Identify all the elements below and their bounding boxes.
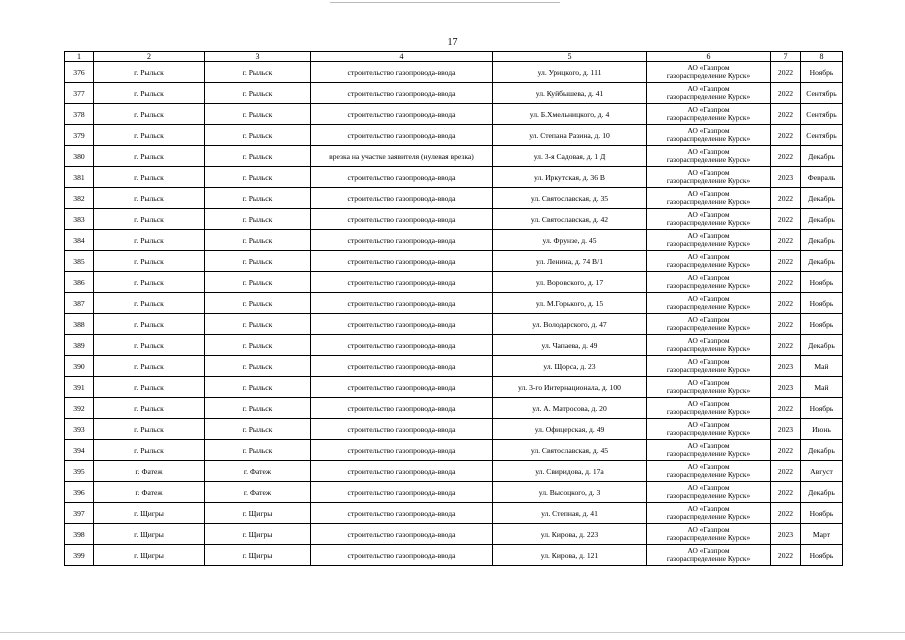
table-row xyxy=(65,251,843,272)
organization-line-1: АО «Газпром xyxy=(687,230,730,240)
table-row xyxy=(65,104,843,125)
district-cell: г. Фатеж xyxy=(94,482,205,503)
organization-line-2: газораспределение Курск» xyxy=(666,155,751,164)
organization-line-2: газораспределение Курск» xyxy=(666,365,751,374)
organization-line-1: АО «Газпром xyxy=(687,482,730,492)
district-cell: г. Рыльск xyxy=(94,230,205,251)
address-cell: ул. Фрунзе, д. 45 xyxy=(493,230,647,251)
address-cell: ул. А. Матросова, д. 20 xyxy=(493,398,647,419)
organization-cell xyxy=(647,272,771,293)
locality-cell: г. Щигры xyxy=(205,503,311,524)
organization-line-1: АО «Газпром xyxy=(687,377,730,387)
table-row xyxy=(65,314,843,335)
address-cell: ул. Святославская, д. 42 xyxy=(493,209,647,230)
district-cell: г. Рыльск xyxy=(94,377,205,398)
month-cell: Февраль xyxy=(801,167,843,188)
organization-cell xyxy=(647,209,771,230)
address-cell: ул. Б.Хмельницкого, д. 4 xyxy=(493,104,647,125)
year-cell: 2022 xyxy=(771,545,801,566)
locality-cell: г. Фатеж xyxy=(205,461,311,482)
table-row xyxy=(65,377,843,398)
address-cell: ул. Кирова, д. 121 xyxy=(493,545,647,566)
work-type-cell: строительство газопровода-ввода xyxy=(311,125,493,146)
row-number-cell: 393 xyxy=(65,419,94,440)
month-cell: Ноябрь xyxy=(801,293,843,314)
organization-line-2: газораспределение Курск» xyxy=(666,281,751,290)
organization-line-1: АО «Газпром xyxy=(687,167,730,177)
organization-line-2: газораспределение Курск» xyxy=(666,512,751,521)
table-body xyxy=(65,52,843,566)
month-cell: Ноябрь xyxy=(801,503,843,524)
address-cell: ул. Воровского, д. 17 xyxy=(493,272,647,293)
page-number: 17 xyxy=(447,37,458,48)
row-number-cell: 378 xyxy=(65,104,94,125)
work-type-cell: строительство газопровода-ввода xyxy=(311,545,493,566)
organization-line-1: АО «Газпром xyxy=(687,104,730,114)
work-type-cell: строительство газопровода-ввода xyxy=(311,503,493,524)
work-type-cell: строительство газопровода-ввода xyxy=(311,251,493,272)
work-type-cell: строительство газопровода-ввода xyxy=(311,272,493,293)
work-type-cell: строительство газопровода-ввода xyxy=(311,293,493,314)
locality-cell: г. Рыльск xyxy=(205,356,311,377)
year-cell: 2022 xyxy=(771,209,801,230)
district-cell: г. Рыльск xyxy=(94,104,205,125)
locality-cell: г. Рыльск xyxy=(205,125,311,146)
organization-cell xyxy=(647,503,771,524)
year-cell: 2022 xyxy=(771,188,801,209)
row-number-cell: 382 xyxy=(65,188,94,209)
organization-cell xyxy=(647,167,771,188)
work-type-cell: строительство газопровода-ввода xyxy=(311,104,493,125)
organization-line-2: газораспределение Курск» xyxy=(666,533,751,542)
organization-line-2: газораспределение Курск» xyxy=(666,197,751,206)
address-cell: ул. 3-го Интернационала, д. 100 xyxy=(493,377,647,398)
organization-line-2: газораспределение Курск» xyxy=(666,554,751,563)
scan-top-edge-line xyxy=(330,2,560,3)
organization-line-2: газораспределение Курск» xyxy=(666,407,751,416)
district-cell: г. Рыльск xyxy=(94,293,205,314)
district-cell: г. Рыльск xyxy=(94,83,205,104)
year-cell: 2022 xyxy=(771,398,801,419)
organization-line-1: АО «Газпром xyxy=(687,83,730,93)
work-type-cell: врезка на участке заявителя (нулевая врезка) xyxy=(311,146,493,167)
organization-line-1: АО «Газпром xyxy=(687,524,730,534)
year-cell: 2023 xyxy=(771,377,801,398)
address-cell: ул. Ленина, д. 74 В/1 xyxy=(493,251,647,272)
table-row xyxy=(65,440,843,461)
table-row xyxy=(65,146,843,167)
organization-line-1: АО «Газпром xyxy=(687,293,730,303)
organization-line-1: АО «Газпром xyxy=(687,503,730,513)
locality-cell: г. Рыльск xyxy=(205,146,311,167)
organization-line-1: АО «Газпром xyxy=(687,209,730,219)
column-number: 1 xyxy=(65,52,94,62)
organization-cell xyxy=(647,146,771,167)
address-cell: ул. 3-я Садовая, д. 1 Д xyxy=(493,146,647,167)
table-row xyxy=(65,419,843,440)
address-cell: ул. Святославская, д. 35 xyxy=(493,188,647,209)
month-cell: Декабрь xyxy=(801,188,843,209)
organization-line-2: газораспределение Курск» xyxy=(666,323,751,332)
scan-bottom-edge-line xyxy=(0,632,905,633)
year-cell: 2022 xyxy=(771,461,801,482)
work-type-cell: строительство газопровода-ввода xyxy=(311,62,493,83)
locality-cell: г. Рыльск xyxy=(205,440,311,461)
organization-cell xyxy=(647,83,771,104)
month-cell: Декабрь xyxy=(801,209,843,230)
locality-cell: г. Фатеж xyxy=(205,482,311,503)
district-cell: г. Щигры xyxy=(94,545,205,566)
district-cell: г. Рыльск xyxy=(94,272,205,293)
row-number-cell: 396 xyxy=(65,482,94,503)
year-cell: 2022 xyxy=(771,482,801,503)
address-cell: ул. М.Горького, д. 15 xyxy=(493,293,647,314)
organization-line-2: газораспределение Курск» xyxy=(666,71,751,80)
month-cell: Ноябрь xyxy=(801,545,843,566)
district-cell: г. Рыльск xyxy=(94,146,205,167)
organization-line-2: газораспределение Курск» xyxy=(666,239,751,248)
locality-cell: г. Рыльск xyxy=(205,83,311,104)
row-number-cell: 394 xyxy=(65,440,94,461)
column-number: 5 xyxy=(493,52,647,62)
locality-cell: г. Рыльск xyxy=(205,335,311,356)
year-cell: 2023 xyxy=(771,356,801,377)
locality-cell: г. Рыльск xyxy=(205,104,311,125)
month-cell: Декабрь xyxy=(801,335,843,356)
organization-line-1: АО «Газпром xyxy=(687,461,730,471)
organization-line-2: газораспределение Курск» xyxy=(666,449,751,458)
organization-cell xyxy=(647,314,771,335)
organization-cell xyxy=(647,398,771,419)
row-number-cell: 383 xyxy=(65,209,94,230)
table-row xyxy=(65,230,843,251)
address-cell: ул. Офицерская, д. 49 xyxy=(493,419,647,440)
organization-line-1: АО «Газпром xyxy=(687,398,730,408)
table-row xyxy=(65,209,843,230)
organization-cell xyxy=(647,524,771,545)
row-number-cell: 381 xyxy=(65,167,94,188)
column-number: 4 xyxy=(311,52,493,62)
address-cell: ул. Володарского, д. 47 xyxy=(493,314,647,335)
organization-line-2: газораспределение Курск» xyxy=(666,260,751,269)
address-cell: ул. Куйбышева, д. 41 xyxy=(493,83,647,104)
table-row xyxy=(65,524,843,545)
month-cell: Май xyxy=(801,377,843,398)
organization-line-2: газораспределение Курск» xyxy=(666,176,751,185)
organization-line-1: АО «Газпром xyxy=(687,335,730,345)
row-number-cell: 389 xyxy=(65,335,94,356)
locality-cell: г. Рыльск xyxy=(205,209,311,230)
month-cell: Сентябрь xyxy=(801,104,843,125)
row-number-cell: 377 xyxy=(65,83,94,104)
district-cell: г. Рыльск xyxy=(94,251,205,272)
organization-cell xyxy=(647,251,771,272)
table-row xyxy=(65,482,843,503)
column-number: 7 xyxy=(771,52,801,62)
organization-line-2: газораспределение Курск» xyxy=(666,134,751,143)
organization-line-1: АО «Газпром xyxy=(687,314,730,324)
work-type-cell: строительство газопровода-ввода xyxy=(311,188,493,209)
locality-cell: г. Рыльск xyxy=(205,62,311,83)
month-cell: Декабрь xyxy=(801,230,843,251)
organization-cell xyxy=(647,335,771,356)
work-type-cell: строительство газопровода-ввода xyxy=(311,398,493,419)
work-type-cell: строительство газопровода-ввода xyxy=(311,314,493,335)
row-number-cell: 388 xyxy=(65,314,94,335)
locality-cell: г. Рыльск xyxy=(205,272,311,293)
year-cell: 2022 xyxy=(771,146,801,167)
work-type-cell: строительство газопровода-ввода xyxy=(311,524,493,545)
work-type-cell: строительство газопровода-ввода xyxy=(311,461,493,482)
organization-cell xyxy=(647,125,771,146)
row-number-cell: 399 xyxy=(65,545,94,566)
month-cell: Декабрь xyxy=(801,251,843,272)
column-number: 8 xyxy=(801,52,843,62)
organization-line-2: газораспределение Курск» xyxy=(666,92,751,101)
locality-cell: г. Рыльск xyxy=(205,377,311,398)
organization-cell xyxy=(647,356,771,377)
work-type-cell: строительство газопровода-ввода xyxy=(311,335,493,356)
month-cell: Май xyxy=(801,356,843,377)
locality-cell: г. Щигры xyxy=(205,545,311,566)
address-cell: ул. Кирова, д. 223 xyxy=(493,524,647,545)
year-cell: 2022 xyxy=(771,335,801,356)
row-number-cell: 395 xyxy=(65,461,94,482)
year-cell: 2023 xyxy=(771,167,801,188)
table-row xyxy=(65,188,843,209)
locality-cell: г. Рыльск xyxy=(205,230,311,251)
organization-line-2: газораспределение Курск» xyxy=(666,113,751,122)
month-cell: Ноябрь xyxy=(801,398,843,419)
district-cell: г. Рыльск xyxy=(94,62,205,83)
month-cell: Сентябрь xyxy=(801,83,843,104)
district-cell: г. Рыльск xyxy=(94,419,205,440)
month-cell: Ноябрь xyxy=(801,62,843,83)
gasification-schedule-table xyxy=(64,51,843,566)
organization-line-1: АО «Газпром xyxy=(687,146,730,156)
month-cell: Сентябрь xyxy=(801,125,843,146)
locality-cell: г. Рыльск xyxy=(205,167,311,188)
district-cell: г. Рыльск xyxy=(94,356,205,377)
organization-cell xyxy=(647,461,771,482)
district-cell: г. Фатеж xyxy=(94,461,205,482)
organization-cell xyxy=(647,62,771,83)
row-number-cell: 398 xyxy=(65,524,94,545)
table-row xyxy=(65,272,843,293)
table-row xyxy=(65,398,843,419)
year-cell: 2022 xyxy=(771,293,801,314)
row-number-cell: 385 xyxy=(65,251,94,272)
address-cell: ул. Чапаева, д. 49 xyxy=(493,335,647,356)
year-cell: 2022 xyxy=(771,125,801,146)
district-cell: г. Рыльск xyxy=(94,335,205,356)
district-cell: г. Щигры xyxy=(94,524,205,545)
organization-cell xyxy=(647,230,771,251)
address-cell: ул. Иркутская, д. 36 В xyxy=(493,167,647,188)
district-cell: г. Рыльск xyxy=(94,440,205,461)
column-number: 6 xyxy=(647,52,771,62)
locality-cell: г. Рыльск xyxy=(205,293,311,314)
row-number-cell: 386 xyxy=(65,272,94,293)
table-row xyxy=(65,335,843,356)
row-number-cell: 379 xyxy=(65,125,94,146)
year-cell: 2023 xyxy=(771,419,801,440)
organization-line-2: газораспределение Курск» xyxy=(666,218,751,227)
work-type-cell: строительство газопровода-ввода xyxy=(311,440,493,461)
organization-line-1: АО «Газпром xyxy=(687,356,730,366)
column-number-row xyxy=(65,52,843,62)
year-cell: 2022 xyxy=(771,230,801,251)
locality-cell: г. Рыльск xyxy=(205,188,311,209)
district-cell: г. Рыльск xyxy=(94,167,205,188)
locality-cell: г. Рыльск xyxy=(205,398,311,419)
organization-line-1: АО «Газпром xyxy=(687,272,730,282)
month-cell: Март xyxy=(801,524,843,545)
work-type-cell: строительство газопровода-ввода xyxy=(311,377,493,398)
district-cell: г. Рыльск xyxy=(94,209,205,230)
table-row xyxy=(65,293,843,314)
year-cell: 2022 xyxy=(771,104,801,125)
district-cell: г. Рыльск xyxy=(94,314,205,335)
month-cell: Декабрь xyxy=(801,440,843,461)
organization-cell xyxy=(647,440,771,461)
district-cell: г. Рыльск xyxy=(94,125,205,146)
address-cell: ул. Степана Разина, д. 10 xyxy=(493,125,647,146)
month-cell: Август xyxy=(801,461,843,482)
work-type-cell: строительство газопровода-ввода xyxy=(311,356,493,377)
row-number-cell: 397 xyxy=(65,503,94,524)
address-cell: ул. Щорса, д. 23 xyxy=(493,356,647,377)
column-number: 3 xyxy=(205,52,311,62)
work-type-cell: строительство газопровода-ввода xyxy=(311,83,493,104)
work-type-cell: строительство газопровода-ввода xyxy=(311,482,493,503)
organization-line-2: газораспределение Курск» xyxy=(666,302,751,311)
organization-line-2: газораспределение Курск» xyxy=(666,428,751,437)
organization-line-2: газораспределение Курск» xyxy=(666,386,751,395)
month-cell: Ноябрь xyxy=(801,314,843,335)
year-cell: 2022 xyxy=(771,62,801,83)
work-type-cell: строительство газопровода-ввода xyxy=(311,167,493,188)
district-cell: г. Рыльск xyxy=(94,398,205,419)
row-number-cell: 387 xyxy=(65,293,94,314)
organization-line-1: АО «Газпром xyxy=(687,188,730,198)
year-cell: 2022 xyxy=(771,251,801,272)
month-cell: Ноябрь xyxy=(801,272,843,293)
organization-line-1: АО «Газпром xyxy=(687,419,730,429)
organization-cell xyxy=(647,482,771,503)
work-type-cell: строительство газопровода-ввода xyxy=(311,419,493,440)
organization-line-1: АО «Газпром xyxy=(687,125,730,135)
organization-line-2: газораспределение Курск» xyxy=(666,470,751,479)
table-row xyxy=(65,62,843,83)
locality-cell: г. Рыльск xyxy=(205,419,311,440)
row-number-cell: 376 xyxy=(65,62,94,83)
organization-cell xyxy=(647,545,771,566)
organization-cell xyxy=(647,377,771,398)
locality-cell: г. Рыльск xyxy=(205,251,311,272)
month-cell: Июнь xyxy=(801,419,843,440)
table-row xyxy=(65,461,843,482)
address-cell: ул. Степная, д. 41 xyxy=(493,503,647,524)
table-row xyxy=(65,503,843,524)
row-number-cell: 391 xyxy=(65,377,94,398)
year-cell: 2023 xyxy=(771,524,801,545)
year-cell: 2022 xyxy=(771,314,801,335)
organization-cell xyxy=(647,293,771,314)
locality-cell: г. Щигры xyxy=(205,524,311,545)
table-row xyxy=(65,356,843,377)
organization-cell xyxy=(647,419,771,440)
table-row xyxy=(65,83,843,104)
organization-line-1: АО «Газпром xyxy=(687,440,730,450)
district-cell: г. Щигры xyxy=(94,503,205,524)
row-number-cell: 380 xyxy=(65,146,94,167)
address-cell: ул. Святославская, д. 45 xyxy=(493,440,647,461)
row-number-cell: 390 xyxy=(65,356,94,377)
organization-line-1: АО «Газпром xyxy=(687,62,730,72)
address-cell: ул. Урицкого, д. 111 xyxy=(493,62,647,83)
table-row xyxy=(65,545,843,566)
month-cell: Декабрь xyxy=(801,482,843,503)
year-cell: 2022 xyxy=(771,503,801,524)
organization-cell xyxy=(647,104,771,125)
work-type-cell: строительство газопровода-ввода xyxy=(311,230,493,251)
month-cell: Декабрь xyxy=(801,146,843,167)
column-number: 2 xyxy=(94,52,205,62)
address-cell: ул. Высоцкого, д. 3 xyxy=(493,482,647,503)
district-cell: г. Рыльск xyxy=(94,188,205,209)
row-number-cell: 384 xyxy=(65,230,94,251)
organization-line-1: АО «Газпром xyxy=(687,545,730,555)
work-type-cell: строительство газопровода-ввода xyxy=(311,209,493,230)
locality-cell: г. Рыльск xyxy=(205,314,311,335)
organization-line-1: АО «Газпром xyxy=(687,251,730,261)
organization-line-2: газораспределение Курск» xyxy=(666,491,751,500)
organization-cell xyxy=(647,188,771,209)
year-cell: 2022 xyxy=(771,440,801,461)
table-row xyxy=(65,167,843,188)
row-number-cell: 392 xyxy=(65,398,94,419)
address-cell: ул. Свиридова, д. 17а xyxy=(493,461,647,482)
table-row xyxy=(65,125,843,146)
year-cell: 2022 xyxy=(771,272,801,293)
year-cell: 2022 xyxy=(771,83,801,104)
organization-line-2: газораспределение Курск» xyxy=(666,344,751,353)
